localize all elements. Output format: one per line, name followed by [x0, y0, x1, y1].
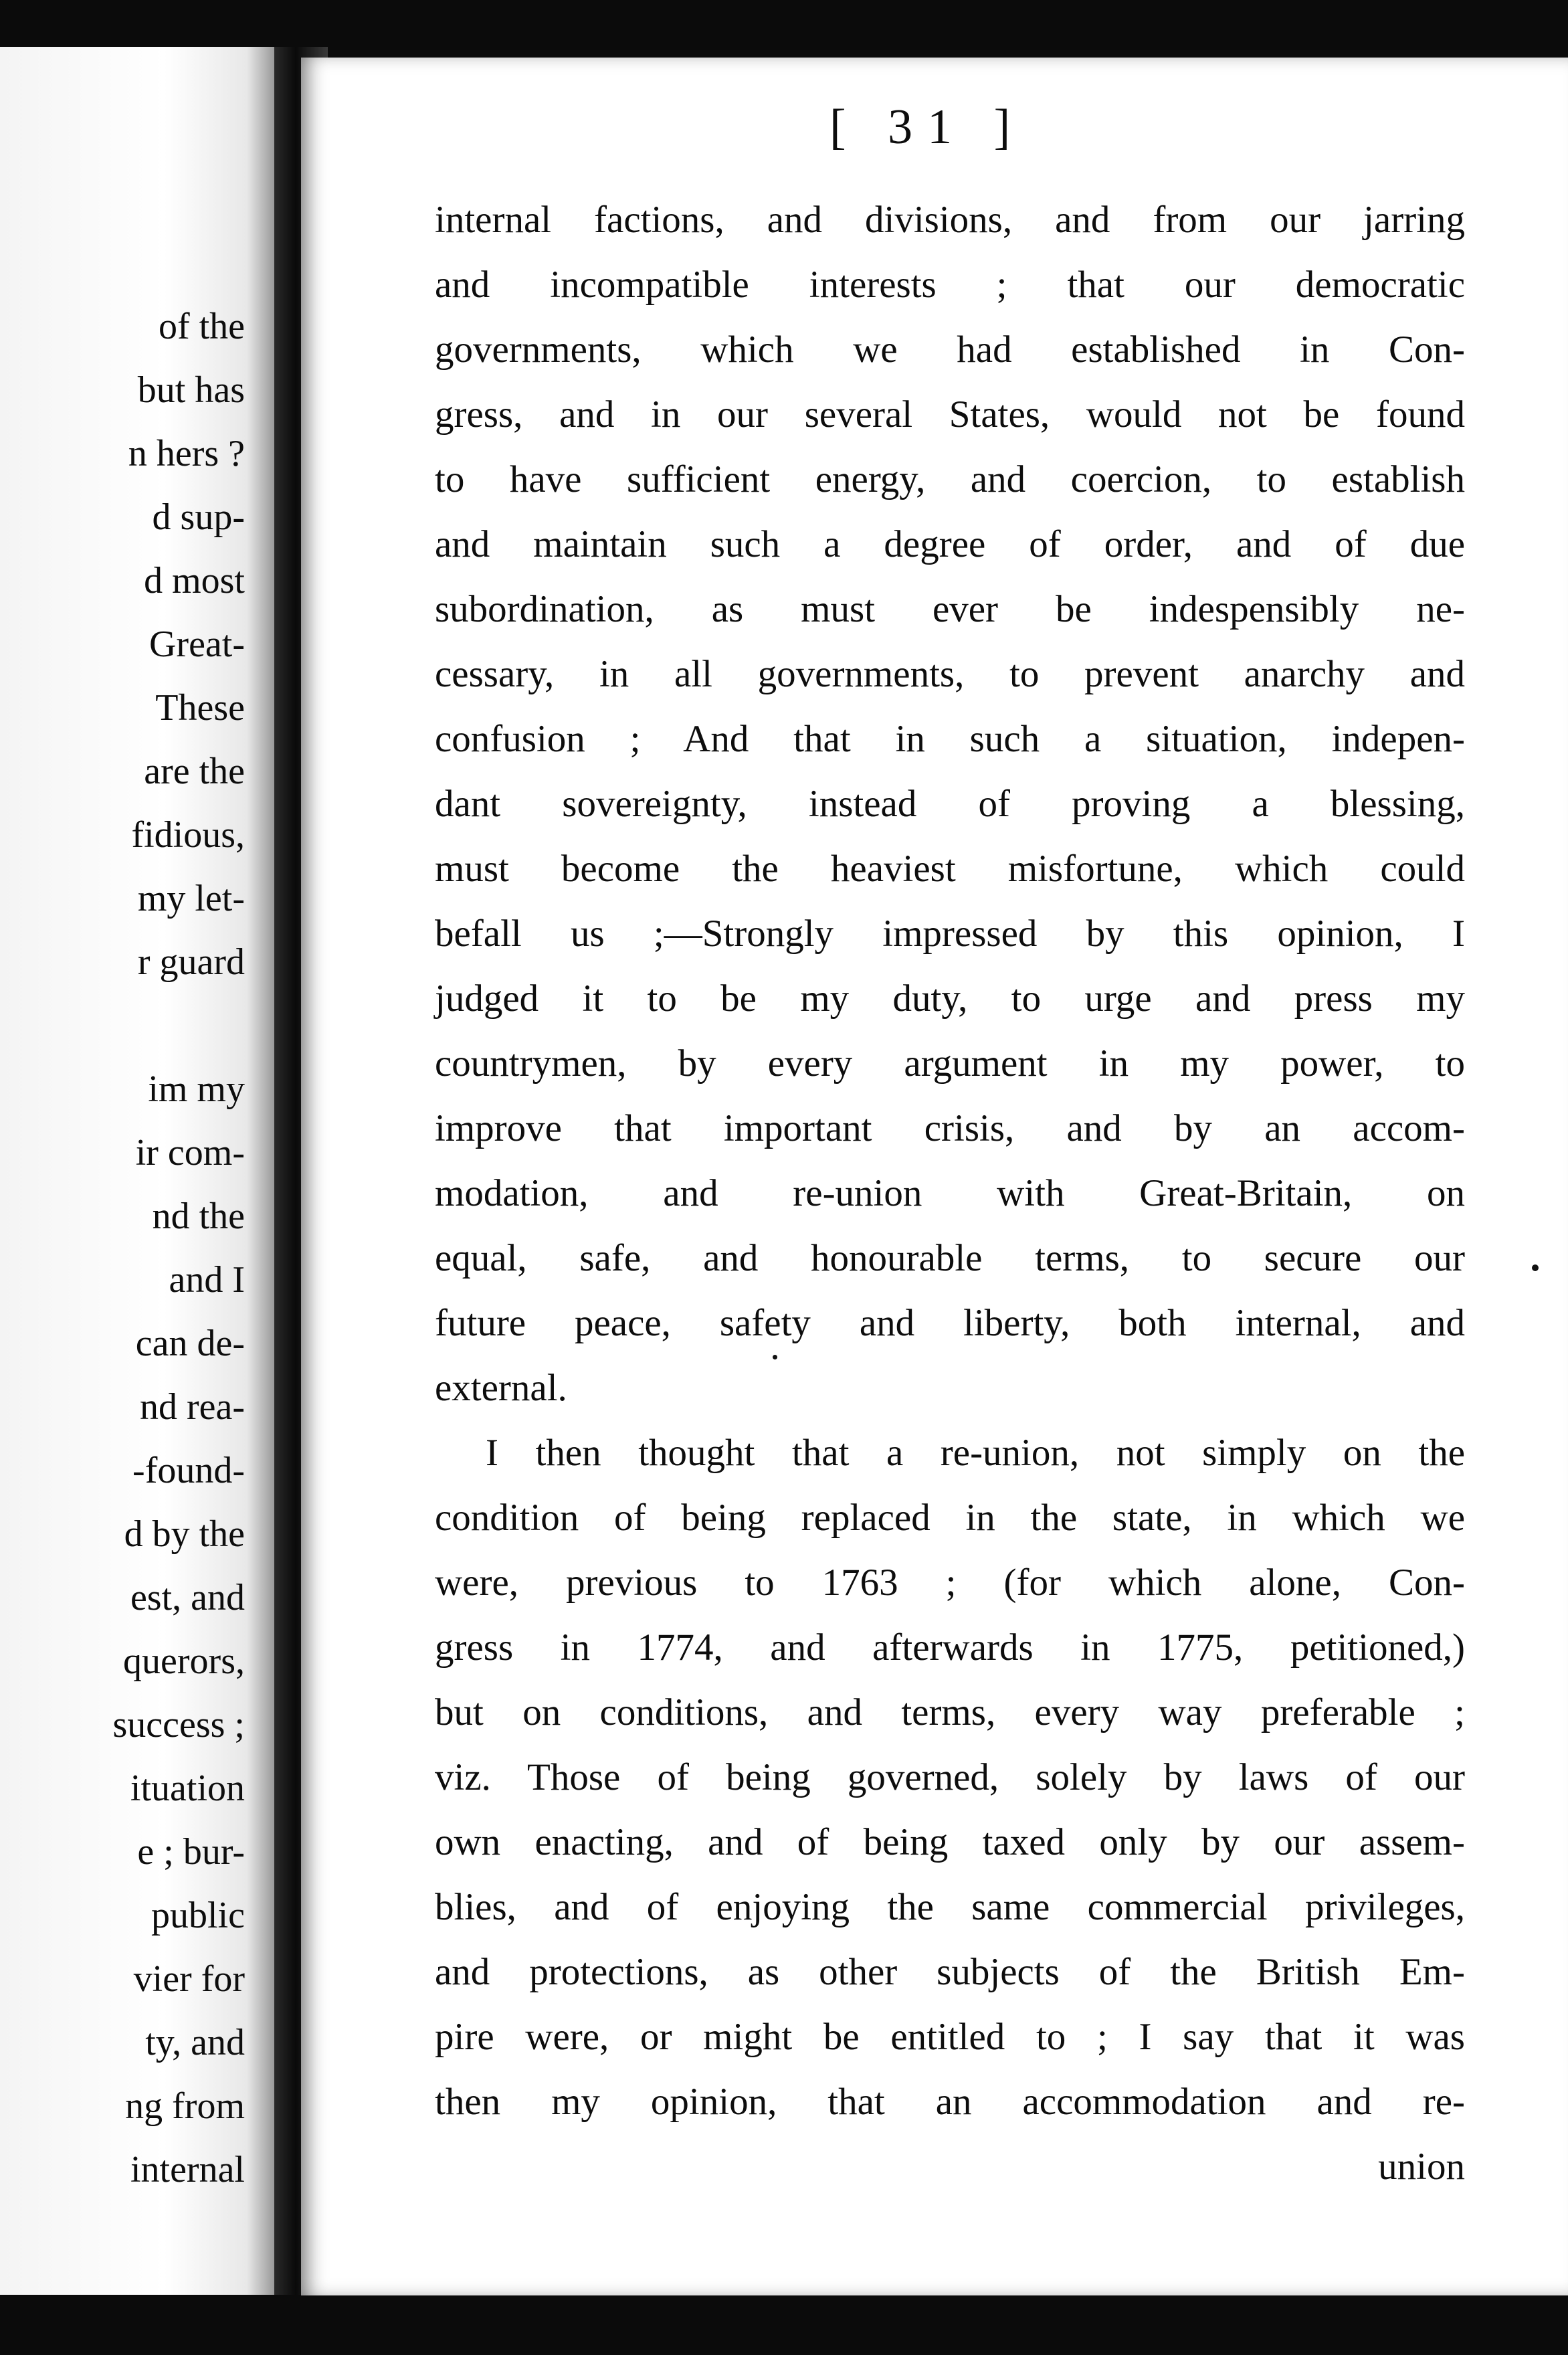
text-line: gress, and in our several States, would not be found — [435, 393, 1465, 436]
left-page-fragment: nd rea- — [139, 1386, 245, 1428]
left-page-fragment: and I — [169, 1259, 245, 1301]
text-line: internal factions, and divisions, and from our jarring — [435, 199, 1465, 241]
text-line: and protections, as other subjects of the British Em- — [435, 1951, 1465, 1993]
body-text — [435, 187, 1465, 2199]
left-page-fragment: nd the — [152, 1196, 245, 1237]
text-line: cessary, in all governments, to prevent anarchy and — [435, 653, 1465, 695]
left-page-fragment: Great- — [149, 624, 245, 665]
text-line: were, previous to 1763 ; (for which alone, Con- — [435, 1562, 1465, 1604]
left-page-fragment: public — [151, 1895, 245, 1936]
left-page-fragment: ty, and — [145, 2022, 245, 2063]
scan-bottom-edge — [301, 2295, 1568, 2355]
text-line: gress in 1774, and afterwards in 1775, petitioned,) — [435, 1626, 1465, 1669]
ink-speck — [773, 1355, 777, 1359]
left-page-fragment: ng from — [125, 2085, 245, 2127]
text-line: modation, and re-union with Great-Britain, on — [435, 1172, 1465, 1214]
text-line: viz. Those of being governed, solely by laws of our — [435, 1756, 1465, 1798]
left-page-fragment: fidious, — [131, 814, 245, 856]
left-page-fragment: d by the — [124, 1513, 245, 1555]
page-number: [ 31 ] — [829, 100, 1025, 155]
left-page-fragment: can de- — [135, 1323, 245, 1364]
text-line: subordination, as must ever be indespensibly ne- — [435, 588, 1465, 630]
left-page-fragment: est, and — [130, 1577, 245, 1618]
paragraph-end-line: external. — [435, 1367, 567, 1409]
text-line: and incompatible interests ; that our democratic — [435, 264, 1465, 306]
text-line: must become the heaviest misfortune, which could — [435, 848, 1465, 890]
left-page-fragment: querors, — [123, 1640, 245, 1682]
text-line: befall us ;—Strongly impressed by this opinion, I — [435, 913, 1465, 955]
left-page-fragment: These — [155, 687, 245, 729]
left-page-fragment: im my — [148, 1068, 245, 1110]
text-line: pire were, or might be entitled to ; I say that it was — [435, 2016, 1465, 2058]
left-page-fragment: e ; bur- — [137, 1831, 245, 1873]
text-line: governments, which we had established in Con- — [435, 328, 1465, 371]
left-page-fragment: r guard — [137, 941, 245, 983]
text-line: improve that important crisis, and by an accom- — [435, 1107, 1465, 1149]
text-line: confusion ; And that in such a situation, indepen- — [435, 718, 1465, 760]
left-facing-page — [0, 47, 274, 2295]
paragraph-start-line: I then thought that a re-union, not simply on the — [486, 1432, 1465, 1474]
catchword: union — [1378, 2146, 1465, 2188]
left-page-fragment: n hers ? — [128, 433, 245, 474]
text-line: blies, and of enjoying the same commercial privileges, — [435, 1886, 1465, 1928]
text-line: but on conditions, and terms, every way preferable ; — [435, 1691, 1465, 1733]
left-page-fragment: d most — [144, 560, 245, 601]
text-line: own enacting, and of being taxed only by our assem- — [435, 1821, 1465, 1863]
left-page-fragment: my let- — [137, 878, 245, 919]
left-page-fragment: d sup- — [152, 496, 245, 538]
text-line: condition of being replaced in the state, in which we — [435, 1497, 1465, 1539]
text-line: to have sufficient energy, and coercion, to establish — [435, 458, 1465, 500]
left-page-fragment: internal — [130, 2149, 245, 2190]
text-line: equal, safe, and honourable terms, to secure our — [435, 1237, 1465, 1279]
text-line: judged it to be my duty, to urge and press my — [435, 977, 1465, 1020]
left-page-fragment: are the — [144, 751, 245, 792]
left-page-fragment: vier for — [133, 1958, 245, 2000]
left-page-fragment: ituation — [130, 1768, 245, 1809]
left-page-fragment: but has — [137, 369, 245, 411]
text-line: countrymen, by every argument in my power, to — [435, 1042, 1465, 1085]
ink-speck — [1532, 1264, 1539, 1271]
text-line: then my opinion, that an accommodation and re- — [435, 2081, 1465, 2123]
text-line: and maintain such a degree of order, and of due — [435, 523, 1465, 565]
text-line: future peace, safety and liberty, both internal, and — [435, 1302, 1465, 1344]
left-page-fragment: ir com- — [135, 1132, 245, 1173]
text-line: dant sovereignty, instead of proving a blessing, — [435, 783, 1465, 825]
left-page-fragment: of the — [158, 306, 245, 347]
left-page-fragment: -found- — [132, 1450, 245, 1491]
left-page-fragment: success ; — [112, 1704, 245, 1746]
